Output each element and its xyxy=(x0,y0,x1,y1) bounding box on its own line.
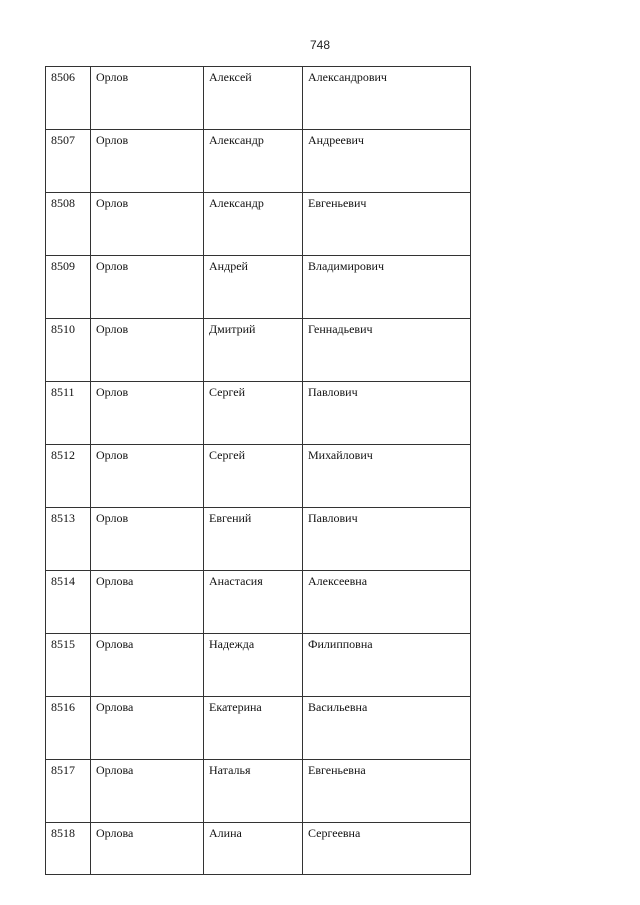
patronymic-cell: Алексеевна xyxy=(303,571,471,634)
surname-cell: Орлов xyxy=(91,382,204,445)
row-number: 8514 xyxy=(46,571,91,634)
first-name-cell: Наталья xyxy=(204,760,303,823)
registry-table xyxy=(45,66,471,875)
row-number: 8511 xyxy=(46,382,91,445)
row-number: 8516 xyxy=(46,697,91,760)
patronymic-cell: Владимирович xyxy=(303,256,471,319)
row-number: 8508 xyxy=(46,193,91,256)
patronymic-cell: Андреевич xyxy=(303,130,471,193)
row-number: 8512 xyxy=(46,445,91,508)
first-name-cell: Сергей xyxy=(204,382,303,445)
row-number: 8518 xyxy=(46,823,91,875)
patronymic-cell: Филипповна xyxy=(303,634,471,697)
row-number: 8507 xyxy=(46,130,91,193)
first-name-cell: Сергей xyxy=(204,445,303,508)
surname-cell: Орлов xyxy=(91,67,204,130)
surname-cell: Орлова xyxy=(91,823,204,875)
first-name-cell: Андрей xyxy=(204,256,303,319)
table-row xyxy=(46,697,471,760)
patronymic-cell: Васильевна xyxy=(303,697,471,760)
table-row xyxy=(46,130,471,193)
surname-cell: Орлова xyxy=(91,697,204,760)
first-name-cell: Алина xyxy=(204,823,303,875)
first-name-cell: Алексей xyxy=(204,67,303,130)
row-number: 8509 xyxy=(46,256,91,319)
patronymic-cell: Павлович xyxy=(303,382,471,445)
table-row xyxy=(46,193,471,256)
table-row xyxy=(46,256,471,319)
surname-cell: Орлов xyxy=(91,256,204,319)
surname-cell: Орлов xyxy=(91,445,204,508)
surname-cell: Орлова xyxy=(91,760,204,823)
patronymic-cell: Александрович xyxy=(303,67,471,130)
surname-cell: Орлов xyxy=(91,319,204,382)
table-row xyxy=(46,508,471,571)
patronymic-cell: Евгеньевна xyxy=(303,760,471,823)
first-name-cell: Евгений xyxy=(204,508,303,571)
surname-cell: Орлов xyxy=(91,130,204,193)
patronymic-cell: Евгеньевич xyxy=(303,193,471,256)
page-number: 748 xyxy=(309,38,331,52)
first-name-cell: Александр xyxy=(204,130,303,193)
row-number: 8513 xyxy=(46,508,91,571)
first-name-cell: Александр xyxy=(204,193,303,256)
table-row xyxy=(46,823,471,875)
table-row xyxy=(46,571,471,634)
table-row xyxy=(46,445,471,508)
surname-cell: Орлов xyxy=(91,193,204,256)
row-number: 8515 xyxy=(46,634,91,697)
patronymic-cell: Сергеевна xyxy=(303,823,471,875)
table-row xyxy=(46,67,471,130)
patronymic-cell: Михайлович xyxy=(303,445,471,508)
table-row xyxy=(46,760,471,823)
table-row xyxy=(46,382,471,445)
row-number: 8510 xyxy=(46,319,91,382)
table-row xyxy=(46,634,471,697)
patronymic-cell: Геннадьевич xyxy=(303,319,471,382)
patronymic-cell: Павлович xyxy=(303,508,471,571)
first-name-cell: Екатерина xyxy=(204,697,303,760)
first-name-cell: Анастасия xyxy=(204,571,303,634)
surname-cell: Орлова xyxy=(91,571,204,634)
table-row xyxy=(46,319,471,382)
surname-cell: Орлов xyxy=(91,508,204,571)
first-name-cell: Надежда xyxy=(204,634,303,697)
row-number: 8506 xyxy=(46,67,91,130)
surname-cell: Орлова xyxy=(91,634,204,697)
row-number: 8517 xyxy=(46,760,91,823)
first-name-cell: Дмитрий xyxy=(204,319,303,382)
